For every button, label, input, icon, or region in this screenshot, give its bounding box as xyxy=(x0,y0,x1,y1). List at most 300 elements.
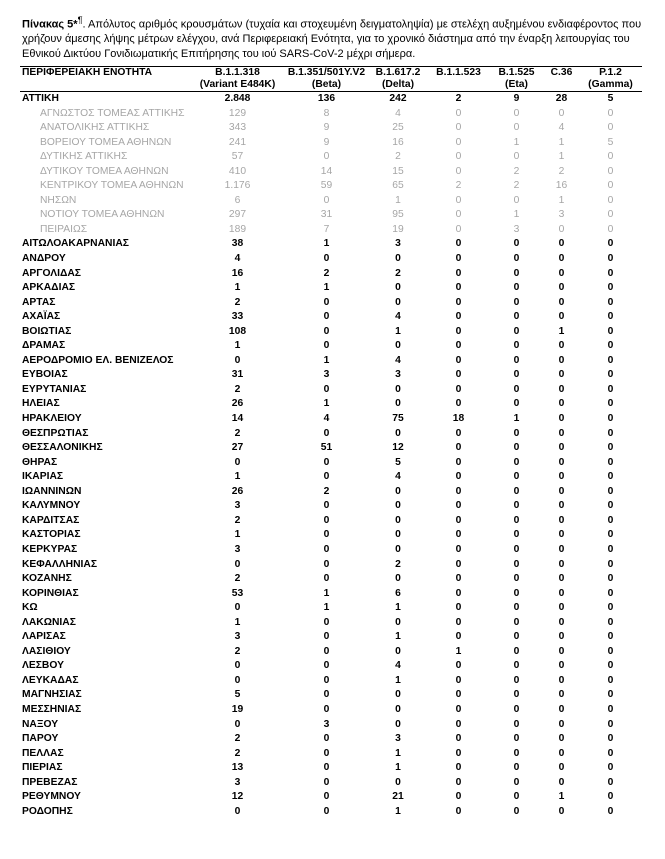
count-cell: 31 xyxy=(320,209,333,221)
table-row xyxy=(20,368,642,383)
count-cell: 0 xyxy=(455,223,462,235)
count-cell: 1 xyxy=(513,209,520,221)
count-cell: 0 xyxy=(558,471,565,483)
count-cell: 0 xyxy=(234,354,241,366)
header-b11523: B.1.1.523 xyxy=(436,67,481,78)
count-cell: 0 xyxy=(234,660,241,672)
count-cell: 0 xyxy=(607,180,614,192)
count-cell: 0 xyxy=(455,529,462,541)
count-cell: 0 xyxy=(323,645,330,657)
count-cell: 0 xyxy=(323,311,330,323)
table-row xyxy=(20,718,642,733)
count-cell: 0 xyxy=(558,107,565,119)
region-name-cell: ΑΤΤΙΚΗ xyxy=(22,93,59,104)
table-subrow xyxy=(20,107,642,122)
count-cell: 0 xyxy=(395,514,401,526)
region-name-cell: ΛΕΥΚΑΔΑΣ xyxy=(22,674,79,686)
count-cell: 0 xyxy=(513,122,520,134)
count-cell: 0 xyxy=(455,296,462,308)
region-name-cell: ΑΝΑΤΟΛΙΚΗΣ ΑΤΤΙΚΗΣ xyxy=(40,122,150,134)
count-cell: 4 xyxy=(558,122,565,134)
region-name-cell: ΗΛΕΙΑΣ xyxy=(22,398,60,410)
count-cell: 343 xyxy=(228,122,247,134)
region-name-cell: ΠΙΕΡΙΑΣ xyxy=(22,762,63,774)
header-c36: C.36 xyxy=(550,67,573,78)
count-cell: 0 xyxy=(323,733,330,745)
count-cell: 7 xyxy=(323,223,330,235)
count-cell: 9 xyxy=(323,136,330,148)
count-cell: 0 xyxy=(513,543,520,555)
caption-superscript: ¶ xyxy=(77,15,83,25)
count-cell: 0 xyxy=(455,354,462,366)
region-name-cell: ΠΕΛΛΑΣ xyxy=(22,747,64,759)
count-cell: 21 xyxy=(392,791,404,803)
count-cell: 0 xyxy=(455,325,462,337)
count-cell: 0 xyxy=(455,674,462,686)
count-cell: 1 xyxy=(395,762,401,774)
count-cell: 0 xyxy=(395,529,401,541)
region-name-cell: ΙΩΑΝΝΙΝΩΝ xyxy=(22,485,82,497)
region-name-cell: ΔΥΤΙΚΗΣ ΑΤΤΙΚΗΣ xyxy=(40,151,128,163)
count-cell: 0 xyxy=(607,398,614,410)
table-subrow xyxy=(20,165,642,180)
table-row xyxy=(20,456,642,471)
region-name-cell: ΠΡΕΒΕΖΑΣ xyxy=(22,776,78,788)
count-cell: 0 xyxy=(323,631,330,643)
region-name-cell: ΒΟΡΕΙΟΥ ΤΟΜΕΑ ΑΘΗΝΩΝ xyxy=(40,136,172,148)
header-sub-region xyxy=(20,79,190,92)
table-row xyxy=(20,427,642,442)
count-cell: 0 xyxy=(607,325,614,337)
count-cell: 0 xyxy=(234,456,241,468)
table-subrow xyxy=(20,136,642,151)
count-cell: 108 xyxy=(228,325,247,337)
count-cell: 0 xyxy=(558,413,565,425)
count-cell: 0 xyxy=(607,514,614,526)
caption-label: Πίνακας 5* xyxy=(22,18,78,31)
count-cell: 0 xyxy=(513,703,520,715)
count-cell: 19 xyxy=(231,703,244,715)
count-cell: 26 xyxy=(231,398,244,410)
count-cell: 2 xyxy=(395,558,401,570)
count-cell: 0 xyxy=(455,267,462,279)
count-cell: 0 xyxy=(513,471,520,483)
count-cell: 0 xyxy=(558,718,565,730)
count-cell: 0 xyxy=(607,747,614,759)
count-cell: 0 xyxy=(455,282,462,294)
region-name-cell: ΑΙΤΩΛΟΑΚΑΡΝΑΝΙΑΣ xyxy=(22,238,129,250)
count-cell: 0 xyxy=(558,689,565,701)
table-row xyxy=(20,601,642,616)
count-cell: 0 xyxy=(607,471,614,483)
count-cell: 75 xyxy=(392,413,404,425)
region-name-cell: ΠΑΡΟΥ xyxy=(22,733,59,745)
count-cell: 0 xyxy=(323,340,330,352)
table-subrow xyxy=(20,223,642,238)
count-cell: 0 xyxy=(455,733,462,745)
count-cell: 0 xyxy=(323,805,330,817)
count-cell: 0 xyxy=(558,514,565,526)
table-row xyxy=(20,528,642,543)
count-cell: 0 xyxy=(558,340,565,352)
count-cell: 25 xyxy=(392,122,404,134)
region-name-cell: ΜΕΣΣΗΝΙΑΣ xyxy=(22,703,82,715)
count-cell: 2 xyxy=(234,296,241,308)
count-cell: 0 xyxy=(558,238,565,250)
count-cell: 0 xyxy=(513,253,520,265)
table-row xyxy=(20,761,642,776)
table-row xyxy=(20,237,642,252)
header-sub-b1525: (Eta) xyxy=(505,79,528,90)
count-cell: 0 xyxy=(558,805,565,817)
header-p12: P.1.2 xyxy=(599,67,622,78)
region-name-cell: ΔΥΤΙΚΟΥ ΤΟΜΕΑ ΑΘΗΝΩΝ xyxy=(40,165,169,177)
table-row xyxy=(20,383,642,398)
region-name-cell: ΑΧΑΪΑΣ xyxy=(22,311,61,323)
count-cell: 0 xyxy=(513,573,520,585)
table-row xyxy=(20,805,642,820)
count-cell: 53 xyxy=(231,587,244,599)
header-region: ΠΕΡΙΦΕΡΕΙΑΚΗ ΕΝΟΤΗΤΑ xyxy=(22,67,153,78)
caption-text: . Απόλυτος αριθμός κρουσμάτων (τυχαία και στοχευμένη δειγματοληψία) με στελέχη αυξημένου ενδιαφέροντος που χρήζουν άμεσης λήψης μέτρων ελέγχου, ανά Περιφερειακή Ενότητα, για το χρονικό διάστημα από την έναρξη λειτουργίας του Εθνικού Δικτύου Γονιδιωματικής Επιτήρησης του ιού SARS-CoV-2 μέχρι σήμερα. xyxy=(22,18,642,60)
count-cell: 0 xyxy=(558,311,565,323)
table-row xyxy=(20,543,642,558)
count-cell: 3 xyxy=(323,369,330,381)
count-cell: 0 xyxy=(323,253,330,265)
count-cell: 0 xyxy=(395,573,401,585)
region-name-cell: ΔΡΑΜΑΣ xyxy=(22,340,66,352)
count-cell: 0 xyxy=(513,456,520,468)
count-cell: 0 xyxy=(513,340,520,352)
count-cell: 0 xyxy=(455,369,462,381)
count-cell: 0 xyxy=(513,718,520,730)
count-cell: 0 xyxy=(455,791,462,803)
count-cell: 1 xyxy=(558,194,565,206)
count-cell: 4 xyxy=(395,471,401,483)
table-row xyxy=(20,325,642,340)
header-sub-b11318: (Variant E484K) xyxy=(199,79,276,90)
count-cell: 0 xyxy=(455,209,462,221)
count-cell: 5 xyxy=(395,456,401,468)
count-cell: 0 xyxy=(558,660,565,672)
count-cell: 0 xyxy=(323,762,330,774)
count-cell: 0 xyxy=(607,223,614,235)
count-cell: 51 xyxy=(320,442,333,454)
count-cell: 0 xyxy=(607,733,614,745)
count-cell: 0 xyxy=(323,791,330,803)
count-cell: 0 xyxy=(607,209,614,221)
count-cell: 2.848 xyxy=(224,93,251,104)
header-sub-b11523 xyxy=(428,79,489,92)
header-b16172: B.1.617.2 xyxy=(375,67,421,78)
count-cell: 0 xyxy=(455,340,462,352)
count-cell: 12 xyxy=(392,442,404,454)
count-cell: 0 xyxy=(558,602,565,614)
count-cell: 0 xyxy=(558,369,565,381)
region-name-cell: ΑΡΚΑΔΙΑΣ xyxy=(22,282,76,294)
table-row xyxy=(20,659,642,674)
count-cell: 13 xyxy=(231,762,244,774)
count-cell: 0 xyxy=(323,194,330,206)
count-cell: 38 xyxy=(231,238,244,250)
table-row xyxy=(20,747,642,762)
count-cell: 0 xyxy=(558,543,565,555)
region-name-cell: ΚΟΖΑΝΗΣ xyxy=(22,573,72,585)
table-caption xyxy=(22,13,647,61)
count-cell: 0 xyxy=(455,456,462,468)
count-cell: 0 xyxy=(513,383,520,395)
count-cell: 0 xyxy=(395,645,401,657)
count-cell: 0 xyxy=(513,500,520,512)
count-cell: 0 xyxy=(607,194,614,206)
count-cell: 2 xyxy=(513,165,520,177)
count-cell: 1.176 xyxy=(224,180,251,192)
count-cell: 0 xyxy=(323,383,330,395)
count-cell: 0 xyxy=(558,776,565,788)
count-cell: 0 xyxy=(513,631,520,643)
count-cell: 1 xyxy=(395,674,401,686)
region-name-cell: ΜΑΓΝΗΣΙΑΣ xyxy=(22,689,82,701)
count-cell: 0 xyxy=(607,645,614,657)
count-cell: 16 xyxy=(392,136,404,148)
region-name-cell: ΡΕΘΥΜΝΟΥ xyxy=(22,791,81,803)
count-cell: 0 xyxy=(513,354,520,366)
region-name-cell: ΡΟΔΟΠΗΣ xyxy=(22,805,73,817)
count-cell: 0 xyxy=(513,747,520,759)
count-cell: 0 xyxy=(513,529,520,541)
count-cell: 0 xyxy=(513,514,520,526)
count-cell: 19 xyxy=(392,223,404,235)
count-cell: 0 xyxy=(323,558,330,570)
region-name-cell: ΑΝΔΡΟΥ xyxy=(22,253,66,265)
count-cell: 0 xyxy=(455,602,462,614)
count-cell: 1 xyxy=(323,238,330,250)
count-cell: 0 xyxy=(395,398,401,410)
count-cell: 0 xyxy=(558,747,565,759)
header-b1351: B.1.351/501Y.V2 xyxy=(287,67,366,78)
count-cell: 3 xyxy=(395,733,401,745)
count-cell: 0 xyxy=(234,602,241,614)
count-cell: 0 xyxy=(395,616,401,628)
count-cell: 16 xyxy=(555,180,568,192)
count-cell: 0 xyxy=(607,238,614,250)
count-cell: 1 xyxy=(234,340,241,352)
count-cell: 0 xyxy=(558,296,565,308)
count-cell: 0 xyxy=(607,340,614,352)
table-row xyxy=(20,310,642,325)
count-cell: 0 xyxy=(455,442,462,454)
count-cell: 3 xyxy=(234,500,241,512)
count-cell: 0 xyxy=(395,485,401,497)
count-cell: 0 xyxy=(455,543,462,555)
count-cell: 0 xyxy=(607,703,614,715)
count-cell: 0 xyxy=(395,253,401,265)
header-b1525: B.1.525 xyxy=(498,67,535,78)
count-cell: 4 xyxy=(395,107,401,119)
count-cell: 0 xyxy=(395,383,401,395)
count-cell: 0 xyxy=(558,674,565,686)
region-name-cell: ΝΗΣΩΝ xyxy=(40,194,77,206)
table-row xyxy=(20,616,642,631)
count-cell: 0 xyxy=(323,471,330,483)
table-row xyxy=(20,354,642,369)
count-cell: 33 xyxy=(231,311,244,323)
region-name-cell: ΚΟΡΙΝΘΙΑΣ xyxy=(22,587,79,599)
table-row xyxy=(20,412,642,427)
count-cell: 1 xyxy=(395,631,401,643)
count-cell: 0 xyxy=(558,631,565,643)
count-cell: 0 xyxy=(513,762,520,774)
count-cell: 0 xyxy=(455,500,462,512)
count-cell: 6 xyxy=(234,194,241,206)
count-cell: 0 xyxy=(558,587,565,599)
count-cell: 0 xyxy=(455,238,462,250)
count-cell: 0 xyxy=(455,514,462,526)
count-cell: 0 xyxy=(323,151,330,163)
count-cell: 0 xyxy=(607,354,614,366)
region-name-cell: ΕΥΒΟΙΑΣ xyxy=(22,369,68,381)
count-cell: 136 xyxy=(317,93,336,104)
count-cell: 0 xyxy=(455,485,462,497)
count-cell: 0 xyxy=(455,383,462,395)
count-cell: 0 xyxy=(607,529,614,541)
region-name-cell: ΚΑΣΤΟΡΙΑΣ xyxy=(22,529,81,541)
count-cell: 0 xyxy=(558,223,565,235)
count-cell: 31 xyxy=(231,369,244,381)
header-sub-c36 xyxy=(544,79,579,92)
table-row xyxy=(20,558,642,573)
count-cell: 0 xyxy=(455,762,462,774)
region-name-cell: ΕΥΡΥΤΑΝΙΑΣ xyxy=(22,383,87,395)
count-cell: 0 xyxy=(513,602,520,614)
count-cell: 0 xyxy=(607,573,614,585)
count-cell: 0 xyxy=(455,718,462,730)
count-cell: 9 xyxy=(513,93,520,104)
count-cell: 0 xyxy=(455,427,462,439)
count-cell: 0 xyxy=(558,427,565,439)
count-cell: 0 xyxy=(558,267,565,279)
count-cell: 0 xyxy=(513,369,520,381)
count-cell: 0 xyxy=(607,282,614,294)
count-cell: 0 xyxy=(323,747,330,759)
region-name-cell: ΑΡΓΟΛΙΔΑΣ xyxy=(22,267,81,279)
count-cell: 0 xyxy=(558,616,565,628)
count-cell: 2 xyxy=(323,485,330,497)
count-cell: 1 xyxy=(558,791,565,803)
count-cell: 0 xyxy=(323,500,330,512)
table-row xyxy=(20,397,642,412)
count-cell: 0 xyxy=(323,616,330,628)
count-cell: 0 xyxy=(607,587,614,599)
count-cell: 0 xyxy=(513,776,520,788)
table-subrow xyxy=(20,208,642,223)
count-cell: 0 xyxy=(607,500,614,512)
count-cell: 9 xyxy=(323,122,330,134)
table-row xyxy=(20,572,642,587)
count-cell: 0 xyxy=(607,791,614,803)
count-cell: 28 xyxy=(555,93,568,104)
count-cell: 0 xyxy=(513,674,520,686)
count-cell: 0 xyxy=(558,703,565,715)
count-cell: 0 xyxy=(607,253,614,265)
count-cell: 0 xyxy=(455,136,462,148)
count-cell: 0 xyxy=(558,485,565,497)
count-cell: 0 xyxy=(513,645,520,657)
count-cell: 0 xyxy=(395,776,401,788)
count-cell: 1 xyxy=(323,398,330,410)
count-cell: 0 xyxy=(323,514,330,526)
count-cell: 2 xyxy=(234,383,241,395)
count-cell: 4 xyxy=(395,311,401,323)
count-cell: 5 xyxy=(607,136,614,148)
count-cell: 0 xyxy=(607,427,614,439)
table-row xyxy=(20,267,642,282)
table-row xyxy=(20,776,642,791)
count-cell: 0 xyxy=(455,805,462,817)
region-name-cell: ΘΕΣΠΡΩΤΙΑΣ xyxy=(22,427,89,439)
count-cell: 0 xyxy=(607,413,614,425)
count-cell: 3 xyxy=(234,631,241,643)
count-cell: 0 xyxy=(455,689,462,701)
count-cell: 0 xyxy=(513,311,520,323)
count-cell: 0 xyxy=(323,325,330,337)
count-cell: 0 xyxy=(513,296,520,308)
count-cell: 27 xyxy=(231,442,244,454)
count-cell: 0 xyxy=(558,645,565,657)
count-cell: 0 xyxy=(558,733,565,745)
count-cell: 0 xyxy=(455,165,462,177)
region-name-cell: ΝΟΤΙΟΥ ΤΟΜΕΑ ΑΘΗΝΩΝ xyxy=(40,209,165,221)
count-cell: 0 xyxy=(607,311,614,323)
count-cell: 0 xyxy=(323,573,330,585)
count-cell: 0 xyxy=(323,456,330,468)
count-cell: 0 xyxy=(607,776,614,788)
count-cell: 0 xyxy=(607,558,614,570)
count-cell: 0 xyxy=(558,253,565,265)
count-cell: 0 xyxy=(607,151,614,163)
count-cell: 0 xyxy=(323,703,330,715)
count-cell: 4 xyxy=(395,354,401,366)
table-row xyxy=(20,790,642,805)
header-row xyxy=(20,67,642,80)
table-row xyxy=(20,514,642,529)
count-cell: 297 xyxy=(228,209,247,221)
count-cell: 0 xyxy=(323,529,330,541)
count-cell: 1 xyxy=(323,282,330,294)
region-name-cell: ΛΑΚΩΝΙΑΣ xyxy=(22,616,76,628)
count-cell: 2 xyxy=(234,514,241,526)
count-cell: 0 xyxy=(513,325,520,337)
count-cell: 0 xyxy=(234,674,241,686)
count-cell: 12 xyxy=(231,791,244,803)
count-cell: 0 xyxy=(607,383,614,395)
count-cell: 1 xyxy=(558,325,565,337)
count-cell: 0 xyxy=(513,689,520,701)
count-cell: 95 xyxy=(392,209,404,221)
table-row xyxy=(20,703,642,718)
table-row xyxy=(20,92,642,107)
count-cell: 0 xyxy=(607,296,614,308)
count-cell: 59 xyxy=(320,180,333,192)
count-cell: 0 xyxy=(607,616,614,628)
region-name-cell: ΛΑΣΙΘΙΟΥ xyxy=(22,645,71,657)
count-cell: 3 xyxy=(395,369,401,381)
count-cell: 0 xyxy=(323,543,330,555)
count-cell: 0 xyxy=(607,267,614,279)
table-row xyxy=(20,296,642,311)
region-name-cell: ΑΕΡΟΔΡΟΜΙΟ ΕΛ. ΒΕΝΙΖΕΛΟΣ xyxy=(22,354,174,366)
count-cell: 0 xyxy=(558,529,565,541)
